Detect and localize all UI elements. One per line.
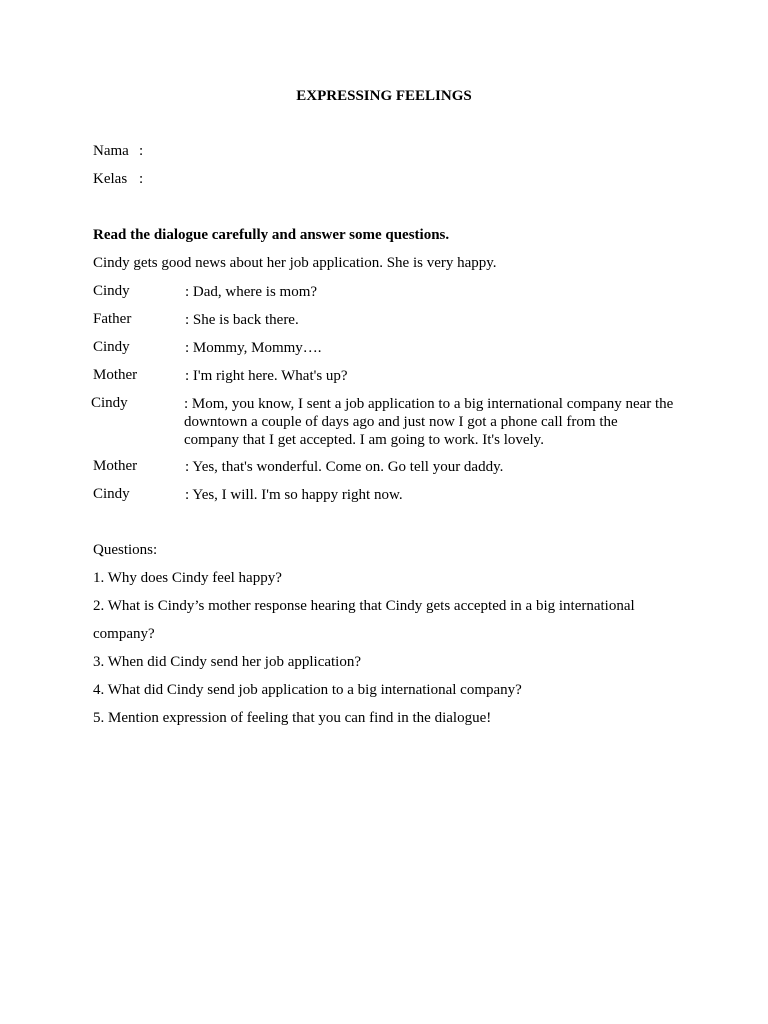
- dialogue-line: : I'm right here. What's up?: [185, 368, 348, 384]
- dialogue-line: : Dad, where is mom?: [185, 284, 318, 300]
- instruction-text: Read the dialogue carefully and answer some questions.: [93, 227, 450, 243]
- field-nama-separator: :: [139, 143, 144, 159]
- question-item: 5. Mention expression of feeling that you can find in the dialogue!: [93, 710, 492, 726]
- questions-heading: Questions:: [93, 542, 158, 558]
- document-title: EXPRESSING FEELINGS: [296, 88, 472, 104]
- dialogue-line: : Yes, I will. I'm so happy right now.: [185, 487, 403, 503]
- dialogue-speaker: Cindy: [93, 283, 130, 299]
- field-kelas-label: Kelas: [93, 171, 128, 187]
- dialogue-line: : She is back there.: [185, 312, 299, 328]
- question-item: 1. Why does Cindy feel happy?: [93, 570, 282, 586]
- question-item: 3. When did Cindy send her job application?: [93, 654, 362, 670]
- field-kelas: [93, 171, 143, 188]
- dialogue-speaker: Mother: [93, 458, 138, 474]
- dialogue-line: : Yes, that's wonderful. Come on. Go tell your daddy.: [185, 459, 504, 475]
- question-item: company?: [93, 626, 155, 642]
- dialogue-speaker: Father: [93, 311, 132, 327]
- dialogue-speaker: Mother: [93, 367, 138, 383]
- dialogue-speaker: Cindy: [91, 395, 128, 411]
- dialogue-speaker: Cindy: [93, 486, 130, 502]
- question-item: 4. What did Cindy send job application to a big international company?: [93, 682, 522, 698]
- context-text: Cindy gets good news about her job application. She is very happy.: [93, 255, 497, 271]
- field-nama: [93, 143, 143, 160]
- dialogue-line: : Mom, you know, I sent a job application to a big international company near the downtown a couple of days ago and just now I got a phone call from the company that I get accepted. I am going to work. It's lovely.: [184, 396, 674, 448]
- dialogue-speaker: Cindy: [93, 339, 130, 355]
- question-item: 2. What is Cindy’s mother response hearing that Cindy gets accepted in a big international: [93, 598, 635, 614]
- field-nama-label: Nama: [93, 143, 129, 159]
- field-kelas-separator: :: [139, 171, 144, 187]
- dialogue-line: : Mommy, Mommy….: [185, 340, 322, 356]
